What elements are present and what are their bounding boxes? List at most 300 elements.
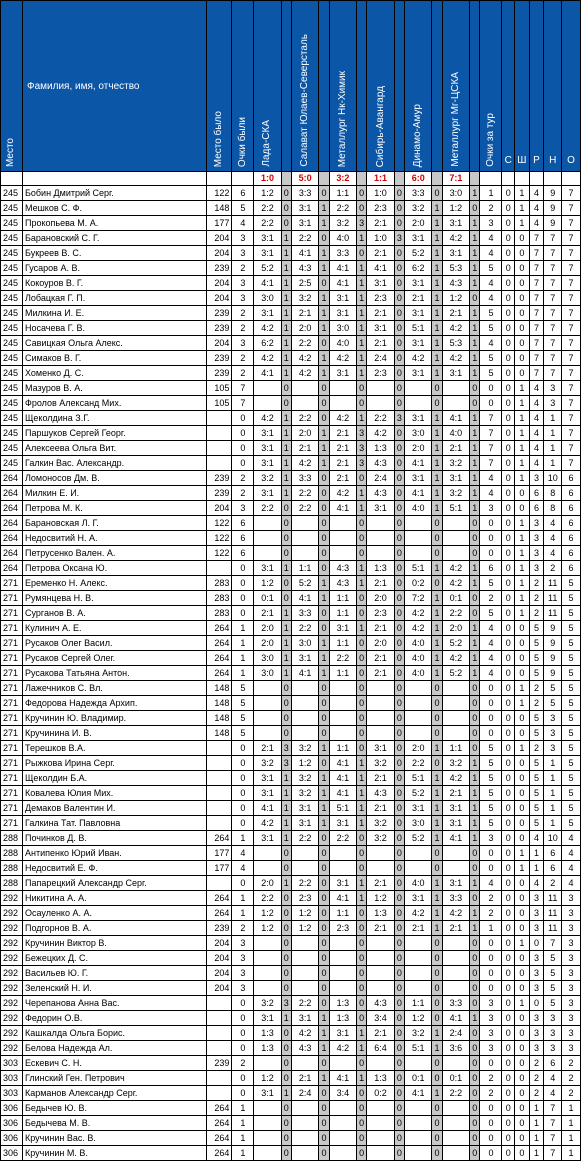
cell-match-4-score	[367, 951, 394, 966]
cell-prev-place	[207, 996, 232, 1011]
cell-match-4-score: 2:3	[367, 201, 394, 216]
cell-match-1-pts: 0	[281, 936, 291, 951]
cell-stat-o: 5	[562, 621, 581, 636]
cell-match-3-score: 4:1	[329, 276, 356, 291]
cell-match-3-score: 2:3	[329, 921, 356, 936]
cell-match-1-score: 1:2	[254, 906, 281, 921]
cell-match-6-pts: 1	[470, 906, 480, 921]
cell-place: 271	[1, 606, 23, 621]
cell-match-4-pts: 0	[394, 456, 404, 471]
cell-match-2-pts: 1	[319, 636, 329, 651]
cell-prev-points: 3	[232, 246, 254, 261]
cell-match-4-pts: 0	[394, 801, 404, 816]
cell-stat-n: 7	[544, 276, 562, 291]
cell-name: Милкина И. Е.	[22, 306, 206, 321]
cell-match-6-pts: 0	[470, 1041, 480, 1056]
cell-prev-points: 6	[232, 516, 254, 531]
table-row	[1, 876, 581, 891]
cell-match-4-pts: 0	[394, 1011, 404, 1026]
cell-stat-n: 1	[544, 426, 562, 441]
cell-match-5-score	[405, 1056, 432, 1071]
cell-name: Петрова М. К.	[22, 501, 206, 516]
table-row	[1, 621, 581, 636]
cell-match-4-score: 4:3	[367, 456, 394, 471]
cell-stat-r: 3	[529, 1011, 544, 1026]
cell-match-6-pts: 0	[470, 201, 480, 216]
cell-match-2-score: 3:1	[292, 201, 319, 216]
cell-prev-place: 105	[207, 396, 232, 411]
cell-stat-n: 7	[544, 336, 562, 351]
cell-match-5-score: 3:1	[405, 891, 432, 906]
table-row	[1, 831, 581, 846]
cell-match-2-score	[292, 711, 319, 726]
cell-prev-place: 148	[207, 201, 232, 216]
cell-tour-points: 4	[480, 336, 502, 351]
cell-tour-points: 0	[480, 966, 502, 981]
cell-match-5-score	[405, 531, 432, 546]
cell-match-4-score: 1:3	[367, 1071, 394, 1086]
cell-match-1-pts: 0	[281, 921, 291, 936]
cell-match-1-pts: 1	[281, 816, 291, 831]
cell-match-5-pts: 1	[432, 801, 442, 816]
cell-match-1-pts: 1	[281, 471, 291, 486]
cell-stat-o: 6	[562, 486, 581, 501]
cell-stat-s: 0	[502, 501, 515, 516]
cell-stat-s: 0	[502, 246, 515, 261]
cell-match-3-pts: 0	[356, 1086, 366, 1101]
cell-stat-o: 3	[562, 966, 581, 981]
cell-match-6-pts: 1	[470, 261, 480, 276]
cell-stat-s: 0	[502, 1131, 515, 1146]
cell-stat-r: 4	[529, 381, 544, 396]
cell-match-5-score	[405, 696, 432, 711]
cell-match-1-pts: 0	[281, 576, 291, 591]
cell-match-4-score: 2:1	[367, 1026, 394, 1041]
cell-stat-r: 3	[529, 921, 544, 936]
cell-match-5-pts: 1	[432, 456, 442, 471]
cell-name: Барановская Л. Г.	[22, 516, 206, 531]
cell-prev-points: 6	[232, 546, 254, 561]
cell-tour-points: 0	[480, 711, 502, 726]
cell-place: 245	[1, 411, 23, 426]
cell-match-3-pts: 0	[356, 636, 366, 651]
cell-stat-r: 4	[529, 426, 544, 441]
cell-match-2-pts: 0	[319, 921, 329, 936]
cell-match-3-pts: 0	[356, 606, 366, 621]
cell-stat-s: 0	[502, 291, 515, 306]
cell-match-1-score	[254, 1056, 281, 1071]
cell-match-1-score: 4:2	[254, 351, 281, 366]
cell-prev-place: 239	[207, 471, 232, 486]
cell-match-6-pts: 0	[470, 1071, 480, 1086]
cell-stat-sh: 0	[515, 1101, 530, 1116]
cell-match-5-score: 4:1	[405, 486, 432, 501]
cell-stat-sh: 1	[515, 471, 530, 486]
cell-match-4-pts: 0	[394, 1116, 404, 1131]
cell-match-4-score	[367, 546, 394, 561]
cell-match-5-score: 4:2	[405, 606, 432, 621]
cell-match-2-score: 2:2	[292, 231, 319, 246]
cell-stat-s: 0	[502, 396, 515, 411]
cell-match-1-score: 3:0	[254, 651, 281, 666]
cell-match-2-score	[292, 726, 319, 741]
cell-tour-points: 5	[480, 306, 502, 321]
cell-stat-sh: 0	[515, 651, 530, 666]
cell-prev-place: 239	[207, 321, 232, 336]
cell-match-3-pts: 1	[356, 366, 366, 381]
results-blank	[1, 172, 23, 186]
cell-match-3-pts: 0	[356, 846, 366, 861]
cell-match-1-score	[254, 1101, 281, 1116]
cell-stat-n: 11	[544, 591, 562, 606]
cell-stat-r: 3	[529, 951, 544, 966]
cell-match-3-pts: 0	[356, 1011, 366, 1026]
cell-match-5-pts: 0	[432, 756, 442, 771]
cell-match-3-score: 3:4	[329, 1086, 356, 1101]
cell-match-4-pts: 0	[394, 1041, 404, 1056]
cell-match-2-score: 2:1	[292, 441, 319, 456]
cell-prev-points: 7	[232, 381, 254, 396]
cell-prev-place	[207, 741, 232, 756]
cell-match-6-score: 5:2	[442, 666, 469, 681]
cell-match-1-pts: 1	[281, 561, 291, 576]
cell-stat-sh: 0	[515, 1131, 530, 1146]
cell-match-6-pts: 1	[470, 306, 480, 321]
cell-tour-points: 1	[480, 921, 502, 936]
cell-tour-points: 7	[480, 441, 502, 456]
cell-match-6-pts: 1	[470, 336, 480, 351]
table-row	[1, 1101, 581, 1116]
cell-stat-s: 0	[502, 606, 515, 621]
cell-match-5-pts: 1	[432, 831, 442, 846]
cell-place: 292	[1, 951, 23, 966]
cell-prev-place: 264	[207, 636, 232, 651]
cell-stat-s: 0	[502, 1116, 515, 1131]
cell-match-4-pts: 0	[394, 216, 404, 231]
cell-match-5-score: 4:0	[405, 651, 432, 666]
cell-stat-sh: 0	[515, 756, 530, 771]
cell-stat-s: 0	[502, 741, 515, 756]
cell-match-3-pts: 0	[356, 711, 366, 726]
cell-match-3-pts: 1	[356, 1041, 366, 1056]
cell-match-5-score: 2:0	[405, 741, 432, 756]
cell-match-4-pts: 0	[394, 936, 404, 951]
cell-place: 264	[1, 516, 23, 531]
cell-match-6-score	[442, 681, 469, 696]
cell-prev-place: 239	[207, 486, 232, 501]
cell-match-6-pts: 0	[470, 951, 480, 966]
cell-match-2-score	[292, 696, 319, 711]
cell-match-5-pts: 0	[432, 981, 442, 996]
cell-match-5-pts: 1	[432, 876, 442, 891]
cell-match-3-score: 2:2	[329, 651, 356, 666]
cell-match-2-pts: 1	[319, 786, 329, 801]
cell-tour-points: 7	[480, 426, 502, 441]
cell-match-5-score: 5:2	[405, 786, 432, 801]
cell-match-6-score: 3:3	[442, 891, 469, 906]
cell-match-3-score: 4:1	[329, 756, 356, 771]
table-row	[1, 1071, 581, 1086]
cell-match-4-score: 2:1	[367, 771, 394, 786]
cell-match-6-score: 4:2	[442, 651, 469, 666]
cell-match-6-pts: 1	[470, 876, 480, 891]
cell-match-5-pts: 1	[432, 771, 442, 786]
cell-place: 245	[1, 456, 23, 471]
cell-match-3-pts: 1	[356, 816, 366, 831]
cell-tour-points: 2	[480, 201, 502, 216]
cell-stat-n: 5	[544, 951, 562, 966]
cell-stat-n: 3	[544, 1026, 562, 1041]
cell-match-2-pts: 0	[319, 1131, 329, 1146]
cell-tour-points: 0	[480, 1056, 502, 1071]
cell-match-1-score: 3:1	[254, 561, 281, 576]
cell-stat-sh: 0	[515, 246, 530, 261]
cell-match-2-score	[292, 546, 319, 561]
cell-prev-place	[207, 456, 232, 471]
cell-match-1-score: 3:1	[254, 831, 281, 846]
cell-match-5-score: 5:1	[405, 561, 432, 576]
cell-match-6-pts: 1	[470, 576, 480, 591]
cell-place: 245	[1, 351, 23, 366]
cell-stat-r: 7	[529, 291, 544, 306]
cell-stat-o: 7	[562, 441, 581, 456]
cell-match-2-score: 3:2	[292, 741, 319, 756]
cell-match-3-pts: 0	[356, 1146, 366, 1161]
cell-match-4-pts: 0	[394, 621, 404, 636]
cell-match-6-pts: 0	[470, 1101, 480, 1116]
cell-tour-points: 3	[480, 1026, 502, 1041]
cell-stat-r: 1	[529, 861, 544, 876]
cell-match-5-score: 4:2	[405, 906, 432, 921]
cell-match-2-pts: 0	[319, 186, 329, 201]
cell-match-4-score	[367, 531, 394, 546]
cell-prev-points: 2	[232, 306, 254, 321]
cell-prev-place: 239	[207, 1056, 232, 1071]
cell-stat-n: 7	[544, 366, 562, 381]
cell-match-3-score: 4:3	[329, 576, 356, 591]
cell-stat-s: 0	[502, 201, 515, 216]
cell-tour-points: 5	[480, 576, 502, 591]
cell-match-6-score: 4:2	[442, 576, 469, 591]
cell-place: 245	[1, 441, 23, 456]
cell-match-1-score	[254, 1116, 281, 1131]
cell-match-2-pts: 1	[319, 246, 329, 261]
cell-tour-points: 3	[480, 216, 502, 231]
cell-match-4-pts: 0	[394, 1026, 404, 1041]
cell-match-5-score: 5:1	[405, 1041, 432, 1056]
cell-stat-r: 6	[529, 501, 544, 516]
cell-match-2-pts: 0	[319, 906, 329, 921]
cell-match-3-score: 2:1	[329, 441, 356, 456]
cell-match-6-score: 5:3	[442, 261, 469, 276]
cell-match-5-pts: 1	[432, 621, 442, 636]
cell-match-4-score: 4:3	[367, 996, 394, 1011]
cell-match-3-score: 4:1	[329, 261, 356, 276]
cell-match-4-pts: 0	[394, 1146, 404, 1161]
cell-match-5-score: 4:0	[405, 876, 432, 891]
cell-stat-r: 7	[529, 231, 544, 246]
cell-stat-o: 6	[562, 546, 581, 561]
cell-name: Подгорнов В. А.	[22, 921, 206, 936]
cell-match-5-pts: 0	[432, 381, 442, 396]
cell-stat-sh: 1	[515, 741, 530, 756]
cell-stat-sh: 1	[515, 561, 530, 576]
table-row	[1, 576, 581, 591]
cell-match-5-pts: 1	[432, 336, 442, 351]
cell-tour-points: 4	[480, 876, 502, 891]
cell-match-5-score: 5:1	[405, 321, 432, 336]
cell-stat-n: 5	[544, 996, 562, 1011]
cell-name: Паршуков Сергей Георг.	[22, 426, 206, 441]
cell-stat-n: 5	[544, 966, 562, 981]
cell-stat-s: 0	[502, 876, 515, 891]
cell-match-4-score: 6:4	[367, 1041, 394, 1056]
cell-match-3-score: 3:3	[329, 246, 356, 261]
cell-match-2-score	[292, 681, 319, 696]
cell-match-6-score: 3:2	[442, 486, 469, 501]
cell-match-3-score	[329, 546, 356, 561]
cell-stat-sh: 0	[515, 1056, 530, 1071]
cell-match-3-pts: 3	[356, 456, 366, 471]
cell-match-3-score: 3:1	[329, 291, 356, 306]
cell-match-1-pts: 1	[281, 621, 291, 636]
cell-stat-sh: 1	[515, 186, 530, 201]
cell-match-4-score: 2:3	[367, 606, 394, 621]
table-row	[1, 426, 581, 441]
cell-match-2-score: 5:2	[292, 576, 319, 591]
cell-stat-o: 4	[562, 861, 581, 876]
cell-match-1-score: 0:1	[254, 591, 281, 606]
cell-stat-n: 8	[544, 501, 562, 516]
cell-match-4-pts: 0	[394, 576, 404, 591]
table-row	[1, 681, 581, 696]
cell-stat-s: 0	[502, 261, 515, 276]
cell-name: Бедычева М. В.	[22, 1116, 206, 1131]
cell-match-6-score	[442, 696, 469, 711]
cell-match-4-score: 4:2	[367, 426, 394, 441]
cell-match-1-pts: 1	[281, 261, 291, 276]
cell-match-6-score: 3:1	[442, 801, 469, 816]
cell-match-2-pts: 0	[319, 831, 329, 846]
header-row	[1, 1, 581, 172]
cell-match-5-pts: 0	[432, 1116, 442, 1131]
cell-match-5-score: 5:2	[405, 831, 432, 846]
cell-match-3-pts: 3	[356, 426, 366, 441]
cell-match-2-pts: 1	[319, 591, 329, 606]
cell-prev-points: 3	[232, 966, 254, 981]
cell-match-4-pts: 0	[394, 186, 404, 201]
cell-match-6-score	[442, 1116, 469, 1131]
table-row	[1, 486, 581, 501]
cell-match-3-pts: 1	[356, 261, 366, 276]
cell-stat-sh: 0	[515, 816, 530, 831]
cell-name: Фролов Александ Мих.	[22, 396, 206, 411]
cell-match-5-pts: 1	[432, 891, 442, 906]
cell-place: 271	[1, 726, 23, 741]
cell-match-4-pts: 0	[394, 741, 404, 756]
cell-match-1-pts: 0	[281, 201, 291, 216]
cell-stat-o: 7	[562, 186, 581, 201]
cell-match-1-score: 3:1	[254, 231, 281, 246]
cell-match-5-score	[405, 966, 432, 981]
cell-tour-points: 4	[480, 651, 502, 666]
cell-match-5-score: 3:1	[405, 336, 432, 351]
cell-match-5-score: 3:1	[405, 306, 432, 321]
table-row	[1, 666, 581, 681]
cell-stat-r: 2	[529, 1071, 544, 1086]
cell-match-4-pts: 0	[394, 831, 404, 846]
cell-stat-o: 7	[562, 306, 581, 321]
cell-match-2-pts: 1	[319, 426, 329, 441]
cell-match-5-pts: 1	[432, 606, 442, 621]
cell-match-4-pts: 0	[394, 726, 404, 741]
cell-match-6-score: 4:1	[442, 1011, 469, 1026]
cell-tour-points: 2	[480, 906, 502, 921]
cell-match-3-pts: 1	[356, 771, 366, 786]
cell-name: Мешков С. Ф.	[22, 201, 206, 216]
cell-match-2-pts: 0	[319, 516, 329, 531]
cell-stat-o: 1	[562, 1131, 581, 1146]
cell-prev-points: 0	[232, 606, 254, 621]
cell-place: 245	[1, 366, 23, 381]
cell-match-6-score	[442, 381, 469, 396]
cell-stat-o: 6	[562, 561, 581, 576]
cell-match-1-pts: 0	[281, 501, 291, 516]
cell-stat-n: 1	[544, 411, 562, 426]
cell-name: Никитина А. А.	[22, 891, 206, 906]
cell-stat-s: 0	[502, 306, 515, 321]
cell-place: 245	[1, 216, 23, 231]
cell-place: 264	[1, 561, 23, 576]
cell-match-5-pts: 0	[432, 1101, 442, 1116]
cell-prev-points: 3	[232, 936, 254, 951]
cell-stat-sh: 0	[515, 921, 530, 936]
cell-name: Недосвитий Н. А.	[22, 531, 206, 546]
result-match-5: 6:0	[405, 172, 432, 186]
cell-prev-place: 204	[207, 936, 232, 951]
cell-stat-o: 3	[562, 891, 581, 906]
cell-match-6-pts: 0	[470, 696, 480, 711]
cell-match-2-score: 2:1	[292, 306, 319, 321]
cell-match-3-score: 2:1	[329, 426, 356, 441]
cell-stat-r: 1	[529, 846, 544, 861]
cell-prev-points: 3	[232, 501, 254, 516]
cell-match-6-score	[442, 936, 469, 951]
cell-match-2-pts: 1	[319, 351, 329, 366]
cell-name: Глинский Ген. Петрович	[22, 1071, 206, 1086]
cell-match-4-score: 2:1	[367, 666, 394, 681]
cell-match-2-score: 3:2	[292, 771, 319, 786]
cell-match-6-pts: 1	[470, 756, 480, 771]
cell-stat-o: 4	[562, 876, 581, 891]
cell-stat-o: 3	[562, 1026, 581, 1041]
cell-match-1-score	[254, 696, 281, 711]
cell-match-1-score: 3:0	[254, 666, 281, 681]
cell-match-2-pts: 1	[319, 321, 329, 336]
cell-match-1-score: 3:1	[254, 246, 281, 261]
cell-match-3-pts: 0	[356, 546, 366, 561]
cell-tour-points: 2	[480, 1086, 502, 1101]
cell-stat-n: 5	[544, 681, 562, 696]
cell-match-5-score: 0:1	[405, 1071, 432, 1086]
cell-match-1-pts: 0	[281, 531, 291, 546]
cell-stat-s: 0	[502, 696, 515, 711]
cell-match-2-pts: 0	[319, 561, 329, 576]
cell-name: Сурганов В. А.	[22, 606, 206, 621]
cell-name: Румянцева Н. В.	[22, 591, 206, 606]
cell-match-2-score: 2:0	[292, 426, 319, 441]
table-row	[1, 381, 581, 396]
